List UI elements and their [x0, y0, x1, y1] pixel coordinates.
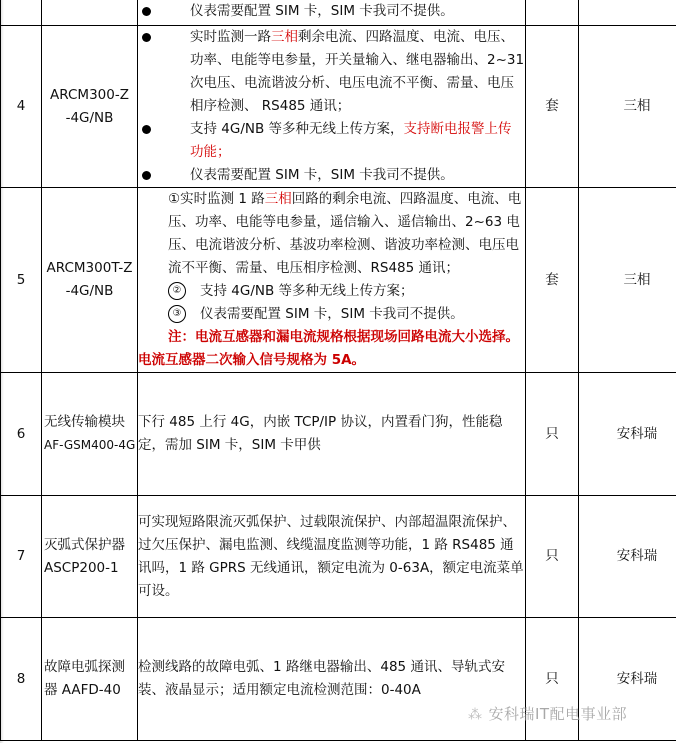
- remark-cell: [579, 0, 676, 26]
- numbered-item: ①实时监测 1 路三相回路的剩余电流、四路温度、电流、电压、功率、电能等电参量，遥信输入、遥信输出、2~63 电压、电流谐波分析、基波功率检测、谐波功率检测、电压电流不平衡、需量、电压相序检测、RS485 通讯；: [168, 191, 522, 276]
- remark-cell: 安科瑞: [579, 373, 676, 496]
- wechat-icon: ⁂: [468, 707, 483, 723]
- description-cell: [138, 26, 526, 188]
- remark-cell: 安科瑞: [579, 618, 676, 741]
- highlight-text: 支持断电报警上传功能；: [190, 121, 512, 160]
- model-line: AF-GSM400-4G: [44, 438, 136, 452]
- bullet-item: 支持 4G/NB 等多种无线上传方案，支持断电报警上传功能；: [138, 118, 525, 164]
- circled-number-icon: ③: [168, 305, 186, 323]
- numbered-item: ③ 仪表需要配置 SIM 卡，SIM 卡我司不提供。: [138, 303, 525, 326]
- table-row: [1, 188, 676, 373]
- description-cell: 下行 485 上行 4G，内嵌 TCP/IP 协议，内置看门狗，性能稳定，需加 SIM 卡，SIM 卡甲供: [138, 373, 526, 496]
- row-number: 5: [1, 188, 42, 373]
- unit-cell: [526, 0, 579, 26]
- row-number: [1, 0, 42, 26]
- bullet-item: 仪表需要配置 SIM 卡，SIM 卡我司不提供。: [138, 164, 525, 187]
- model-cell: [42, 618, 138, 741]
- model-line: 故障电弧探测: [44, 659, 125, 675]
- numbered-item: ② 支持 4G/NB 等多种无线上传方案；: [138, 280, 525, 303]
- model-line: ARCM300-Z: [50, 86, 129, 103]
- note-text: 注：电流互感器和漏电流规格根据现场回路电流大小选择。电流互感器二次输入信号规格为 5A。: [138, 329, 519, 368]
- model-cell: [42, 26, 138, 188]
- model-line: ASCP200-1: [44, 559, 119, 576]
- unit-cell: 只: [526, 496, 579, 618]
- bullet-icon: [142, 171, 151, 180]
- remark-cell: 三相: [579, 188, 676, 373]
- unit-cell: 只: [526, 618, 579, 741]
- model-cell: [42, 373, 138, 496]
- unit-cell: 套: [526, 26, 579, 188]
- bullet-item: 实时监测一路三相剩余电流、四路温度、电流、电压、功率、电能等电参量，开关量输入、继电器输出、2~31 次电压、电流谐波分析、电压电流不平衡、需量、电压相序检测、 RS485 通讯；: [138, 26, 525, 118]
- model-line: 灭弧式保护器: [44, 536, 125, 553]
- highlight-text: 三相: [271, 29, 298, 45]
- table-row: [1, 373, 676, 496]
- watermark: [468, 703, 627, 724]
- model-line: -4G/NB: [65, 283, 114, 299]
- bullet-icon: [142, 125, 151, 134]
- model-line: 无线传输模块: [44, 414, 125, 430]
- bullet-item: 仪表需要配置 SIM 卡，SIM 卡我司不提供。: [138, 0, 525, 23]
- model-cell: [42, 0, 138, 26]
- unit-cell: 套: [526, 188, 579, 373]
- description-cell: [138, 0, 526, 26]
- row-number: 4: [1, 26, 42, 188]
- description-cell: 检测线路的故障电弧、1 路继电器输出、485 通讯、导轨式安装、液晶显示；适用额定电流检测范围：0-40A: [138, 618, 526, 741]
- unit-cell: 只: [526, 373, 579, 496]
- row-number: 8: [1, 618, 42, 741]
- table-row: [1, 26, 676, 188]
- row-number: 7: [1, 496, 42, 618]
- remark-cell: 安科瑞: [579, 496, 676, 618]
- table-row: [1, 0, 676, 26]
- model-line: -4G/NB: [65, 109, 114, 126]
- circled-number-icon: ①: [168, 191, 181, 207]
- bullet-icon: [142, 33, 151, 42]
- description-cell: [138, 188, 526, 373]
- table-row: [1, 496, 676, 618]
- model-cell: [42, 188, 138, 373]
- remark-cell: 三相: [579, 26, 676, 188]
- model-cell: [42, 496, 138, 618]
- model-line: 器 AAFD-40: [44, 682, 121, 698]
- description-cell: 可实现短路限流灭弧保护、过载限流保护、内部超温限流保护、过欠压保护、漏电监测、线缆温度监测等功能，1 路 RS485 通讯吗，1 路 GPRS 无线通讯，额定电流为 0-63A，额定电流菜单可设。: [138, 496, 526, 618]
- bullet-icon: [142, 7, 151, 16]
- row-number: 6: [1, 373, 42, 496]
- model-line: ARCM300T-Z: [46, 260, 133, 276]
- highlight-text: 三相: [264, 191, 292, 207]
- circled-number-icon: ②: [168, 282, 186, 300]
- watermark-text: 安科瑞IT配电事业部: [488, 705, 628, 723]
